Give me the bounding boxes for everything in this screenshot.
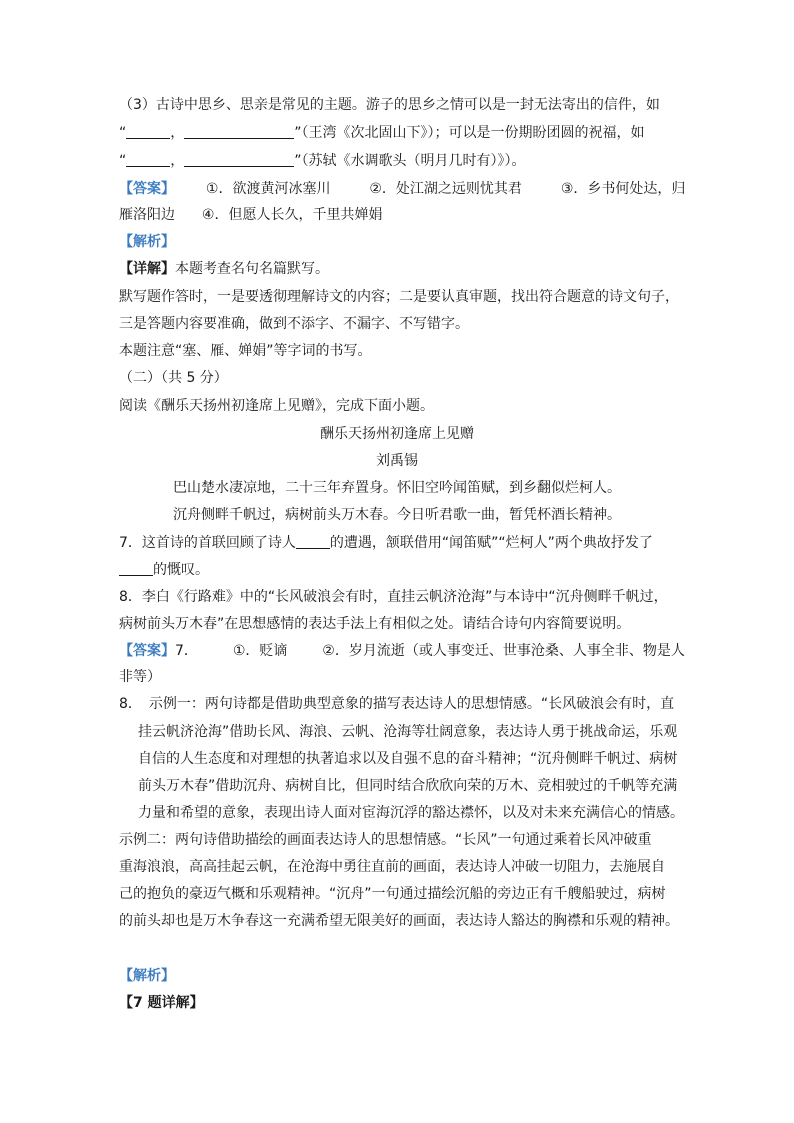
poem-line-1: 巴山楚水凄凉地，二十三年弃置身。怀旧空吟闻笛赋，到乡翻似烂柯人。 (173, 480, 621, 496)
answer-tag: 【答案】 (119, 643, 175, 659)
poem-line-2: 沉舟侧畔千帆过，病树前头万木春。今日听君歌一曲，暂凭杯酒长精神。 (173, 507, 621, 523)
answer-3: ③．乡书何处达，归 (560, 181, 686, 197)
question-7-line-2 (119, 560, 209, 580)
comma: ， (170, 153, 185, 169)
analysis-tag-2: 【解析】 (119, 968, 175, 984)
q7-detail-heading: 【7 题详解】 (119, 995, 204, 1011)
q7-blank-2 (119, 561, 153, 576)
detail-para-2: 三是答题内容要准确，做到不添字、不漏字、不写错字。 (119, 316, 469, 332)
reading-instruction: 阅读《酬乐天扬州初逢席上见赠》，完成下面小题。 (119, 398, 434, 414)
example-line-1: 8． 示例一：两句诗都是借助典型意象的描写表达诗人的思想情感。“长风破浪会有时，直 (119, 696, 675, 712)
quote-open: “ (119, 125, 127, 141)
q7-text-c: 的慨叹。 (153, 562, 209, 578)
quote-open: “ (119, 153, 127, 169)
example-line-5: 力量和希望的意象，表现出诗人面对宦海沉浮的豁达襟怀，以及对未来充满信心的情感。 (138, 805, 684, 821)
detail-line (119, 259, 329, 279)
poem-title: 酬乐天扬州初逢席上见赠 (320, 426, 474, 442)
detail-para-1: 默写题作答时，一是要透彻理解诗文的内容；二是要认真审题，找出符合题意的诗文句子， (119, 289, 679, 305)
fill-blank-1 (126, 124, 170, 139)
answer-4: ④．但愿人长久，千里共婵娟 (201, 207, 383, 223)
q7-text-a: 7．这首诗的首联回顾了诗人 (119, 535, 296, 551)
example-line-8: 己的抱负的豪迈气概和乐观精神。“沉舟”一句通过描绘沉船的旁边正有千艘船驶过，病树 (119, 886, 666, 902)
fill-blank-3 (126, 152, 170, 167)
q3-line-2-rest: ”（王湾《次北固山下》）；可以是一份期盼团圆的祝福，如 (294, 125, 645, 141)
example-line-3: 自信的人生态度和对理想的执著追求以及自强不息的奋斗精神；“沉舟侧畔千帆过、病树 (138, 751, 678, 767)
fill-blank-4 (184, 152, 294, 167)
q7-text-b: 的遭遇，颔联借用“闻笛赋”“烂柯人”两个典故抒发了 (329, 535, 653, 551)
q3-line-2 (119, 123, 645, 143)
answer-2: ②．处江湖之远则忧其君 (369, 181, 522, 197)
comma: ， (170, 125, 185, 141)
answer-line-2 (119, 205, 382, 225)
detail-text: 本题考查名句名篇默写。 (175, 261, 329, 277)
section-heading: （二）（共 5 分） (119, 370, 228, 386)
detail-para-3: 本题注意“塞、雁、婵娟”等字词的书写。 (119, 343, 372, 359)
answer-1: ①．欲渡黄河冰塞川 (205, 181, 331, 197)
answer-tag: 【答案】 (119, 181, 175, 197)
answer-3-cont: 雁洛阳边 (119, 207, 175, 223)
q3-line-3-rest: ”（苏轼《水调歌头（明月几时有）》）。 (294, 153, 526, 169)
answer-7-2: ②．岁月流逝（或人事变迁、世事沧桑、人事全非、物是人 (322, 643, 685, 659)
example-line-9: 的前头却也是万木争春这一充满希望无限美好的画面，表达诗人豁达的胸襟和乐观的精神。 (119, 913, 679, 929)
example-line-2: 挂云帆济沧海”借助长风、海浪、云帆、沧海等壮阔意象，表达诗人勇于挑战命运，乐观 (138, 724, 678, 740)
answer-7-line-1 (119, 641, 685, 661)
fill-blank-2 (184, 124, 294, 139)
q7-blank-1 (296, 534, 330, 549)
answer-7-1: ①．贬谪 (232, 643, 288, 659)
poem-author: 刘禹锡 (376, 453, 418, 469)
question-8-line-2: 病树前头万木春”在思想感情的表达手法上有相似之处。请结合诗句内容简要说明。 (119, 616, 631, 632)
question-8-line-1: 8．李白《行路难》中的“长风破浪会有时，直挂云帆济沧海”与本诗中“沉舟侧畔千帆过， (119, 589, 668, 605)
answer-7-line-2: 非等） (119, 669, 161, 685)
q3-line-3 (119, 151, 526, 171)
q3-line-1: （3）古诗中思乡、思亲是常见的主题。游子的思乡之情可以是一封无法寄出的信件，如 (119, 97, 660, 113)
question-7-line-1 (119, 533, 653, 553)
answer-7-num: 7． (175, 643, 198, 659)
example-line-6: 示例二：两句诗借助描绘的画面表达诗人的思想情感。“长风”一句通过乘着长风冲破重 (119, 832, 652, 848)
example-line-7: 重海浪浪，高高挂起云帆，在沧海中勇往直前的画面，表达诗人冲破一切阻力，去施展自 (119, 859, 665, 875)
answer-line-1 (119, 179, 685, 199)
detail-tag: 【详解】 (119, 261, 175, 277)
analysis-tag: 【解析】 (119, 234, 175, 250)
example-line-4: 前头万木春”借助沉舟、病树自比，但同时结合欣欣向荣的万木、竞相驶过的千帆等充满 (138, 778, 678, 794)
